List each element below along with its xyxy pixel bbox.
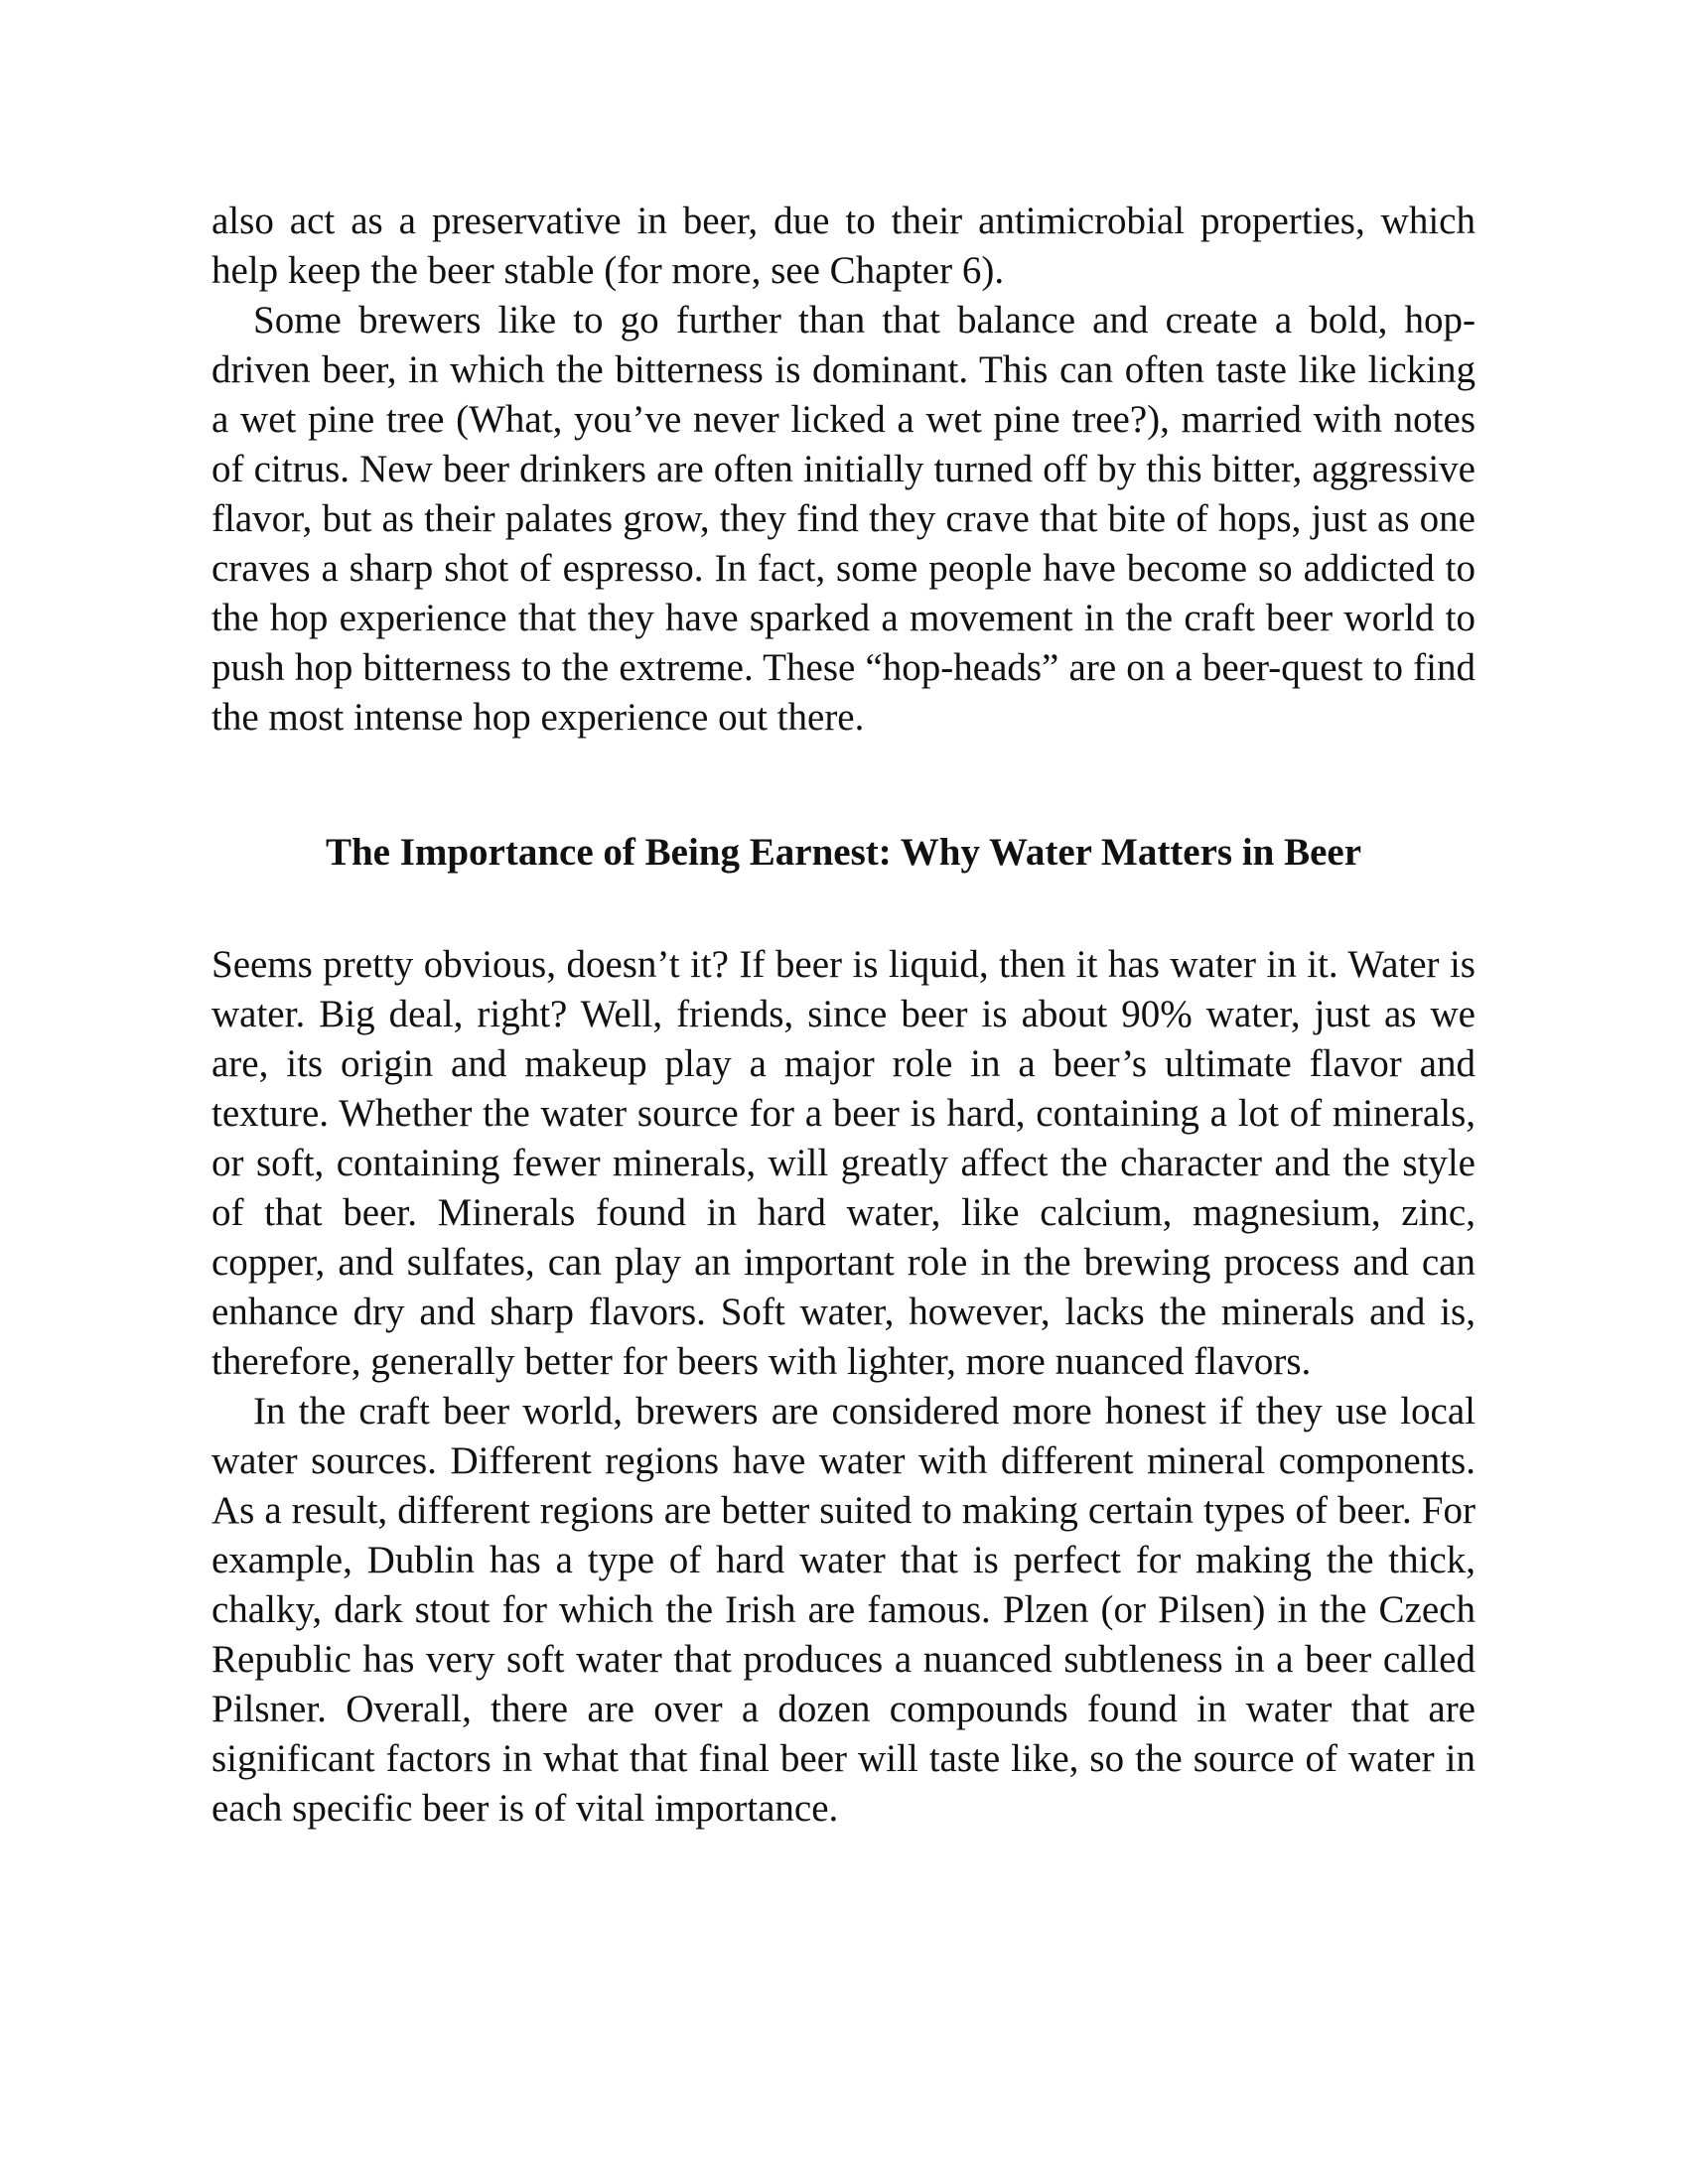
page-body bbox=[211, 197, 1476, 1834]
paragraph-local-water-sources: In the craft beer world, brewers are considered more honest if they use local water sources. Different regions have water with different mineral components. As a result, different regions are better suited to making certain types of beer. For example, Dublin has a type of hard water that is perfect for making the thick, chalky, dark stout for which the Irish are famous. Plzen (or Pilsen) in the Czech Republic has very soft water that produces a nuanced subtleness in a beer called Pilsner. Overall, there are over a dozen compounds found in water that are significant factors in what that final beer will taste like, so the source of water in each specific beer is of vital importance. bbox=[211, 1390, 1476, 1830]
paragraph-water-matters: Seems pretty obvious, doesn’t it? If beer is liquid, then it has water in it. Water is water. Big deal, right? Well, friends, since beer is about 90% water, just as we are, its origin and makeup play a major role in a beer’s ultimate flavor and texture. Whether the water source for a beer is hard, containing a lot of minerals, or soft, containing fewer minerals, will greatly affect the character and the style of that beer. Minerals found in hard water, like calcium, magnesium, zinc, copper, and sulfates, can play an important role in the brewing process and can enhance dry and sharp flavors. Soft water, however, lacks the minerals and is, therefore, generally better for beers with lighter, more nuanced flavors. bbox=[211, 943, 1476, 1383]
paragraph-hop-driven-beer: Some brewers like to go further than that balance and create a bold, hop-driven beer, in which the bitterness is dominant. This can often taste like licking a wet pine tree (What, you’ve never licked a wet pine tree?), married with notes of citrus. New beer drinkers are often initially turned off by this bitter, aggressive flavor, but as their palates grow, they find they crave that bite of hops, just as one craves a sharp shot of espresso. In fact, some people have become so addicted to the hop experience that they have sparked a movement in the craft beer world to push hop bitterness to the extreme. These “hop-heads” are on a beer-quest to find the most intense hop experience out there. bbox=[211, 299, 1476, 739]
section-heading: The Importance of Being Earnest: Why Water Matters in Beer bbox=[325, 831, 1362, 874]
paragraph-preservative: also act as a preservative in beer, due to their antimicrobial properties, which help keep the beer stable (for more, see Chapter 6). bbox=[211, 200, 1476, 292]
